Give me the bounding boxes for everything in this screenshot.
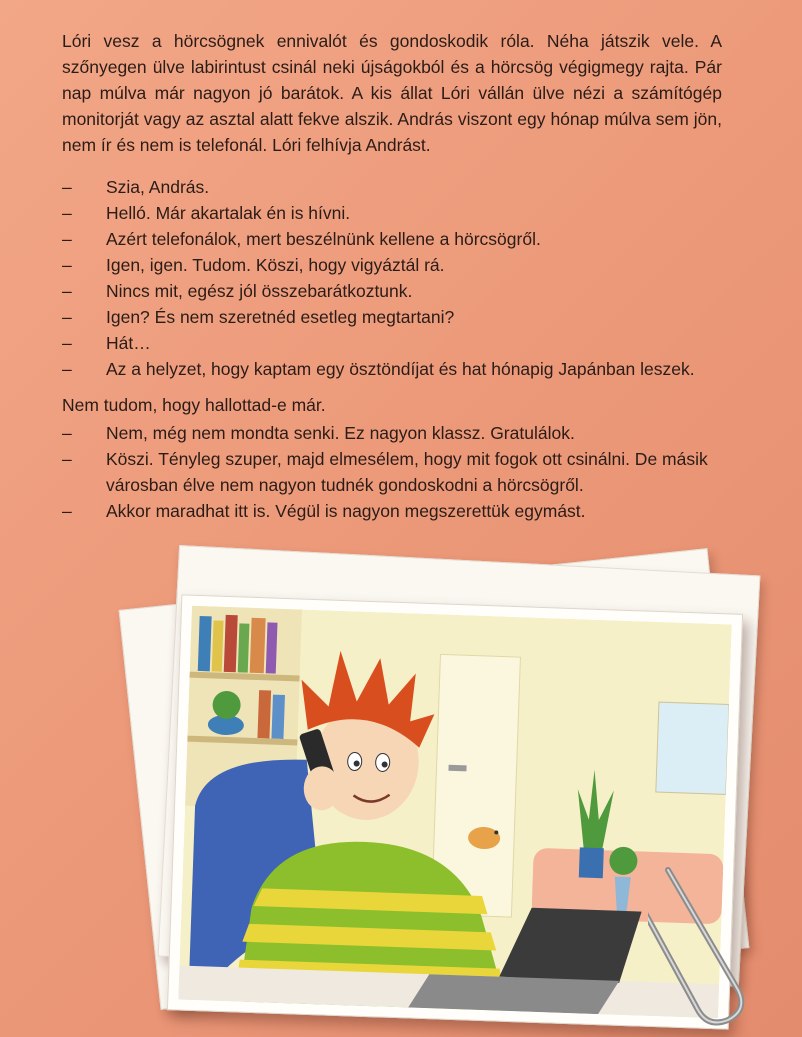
dialog-text: Akkor maradhat itt is. Végül is nagyon megszerettük egymást. bbox=[106, 501, 586, 521]
dialog-line bbox=[62, 200, 742, 226]
door-handle bbox=[448, 765, 466, 772]
dialog-line bbox=[62, 174, 742, 200]
dialog-line bbox=[62, 226, 742, 252]
book bbox=[257, 690, 271, 738]
dash: – bbox=[62, 281, 72, 301]
dialog-list-1 bbox=[62, 174, 742, 382]
dialog-text: Igen, igen. Tudom. Köszi, hogy vigyáztál rá. bbox=[106, 255, 445, 275]
book bbox=[198, 616, 212, 671]
dash: – bbox=[62, 449, 72, 469]
dash: – bbox=[62, 359, 72, 379]
dialog-text: Igen? És nem szeretnéd esetleg megtartani? bbox=[106, 307, 455, 327]
narration: Nem tudom, hogy hallottad-e már. bbox=[62, 395, 326, 415]
dash: – bbox=[62, 255, 72, 275]
dash: – bbox=[62, 501, 72, 521]
dash: – bbox=[62, 177, 72, 197]
book bbox=[238, 623, 250, 672]
dialog-text: Helló. Már akartalak én is hívni. bbox=[106, 203, 351, 223]
dash: – bbox=[62, 307, 72, 327]
dialog-text: Nincs mit, egész jól összebarátkoztunk. bbox=[106, 281, 413, 301]
dash: – bbox=[62, 229, 72, 249]
book bbox=[266, 622, 278, 673]
dash: – bbox=[62, 423, 72, 443]
illustration-photo-stack bbox=[128, 560, 768, 1030]
intro-paragraph: Lóri vesz a hörcsögnek ennivalót és gondoskodik róla. Néha játszik vele. A szőnyegen ülve labirintust csinál neki újságokból és a hörcsög végigmegy rajta. Pár nap múlva már nagyon jó barátok. A kis állat Lóri vállán ülve nézi a számítógép monitorját vagy az asztal alatt fekve alszik. András viszont egy hónap múlva sem jön, nem ír és nem is telefonál. Lóri felhívja Andrást. bbox=[62, 31, 722, 155]
dialog-line bbox=[62, 252, 742, 278]
dialog-line bbox=[62, 356, 742, 382]
book bbox=[224, 615, 238, 672]
window bbox=[656, 702, 729, 794]
dialog-text: Az a helyzet, hogy kaptam egy ösztöndíjat és hat hónapig Japánban leszek. bbox=[106, 359, 695, 379]
book bbox=[271, 695, 285, 739]
dialog-text: Köszi. Tényleg szuper, majd elmesélem, hogy mit fogok ott csinálni. De másik városban élve nem nagyon tudnék gondoskodni a hörcsögről. bbox=[106, 449, 708, 495]
dialog-line bbox=[62, 330, 742, 356]
dialog-line bbox=[62, 498, 742, 524]
dash: – bbox=[62, 333, 72, 353]
book bbox=[250, 618, 266, 673]
dialog-line bbox=[62, 278, 742, 304]
paper-clip-icon bbox=[648, 860, 758, 1030]
dialog-list-2 bbox=[62, 420, 742, 524]
dialog-line bbox=[62, 446, 742, 498]
dialog-text: Hát… bbox=[106, 333, 151, 353]
dash: – bbox=[62, 203, 72, 223]
dialog-line bbox=[62, 304, 742, 330]
dialog-text: Szia, András. bbox=[106, 177, 210, 197]
dialog-line bbox=[62, 420, 742, 446]
dialog-text: Nem, még nem mondta senki. Ez nagyon klassz. Gratulálok. bbox=[106, 423, 575, 443]
book bbox=[212, 620, 224, 671]
pot bbox=[579, 847, 604, 878]
dialog-text: Azért telefonálok, mert beszélnünk kellene a hörcsögről. bbox=[106, 229, 541, 249]
